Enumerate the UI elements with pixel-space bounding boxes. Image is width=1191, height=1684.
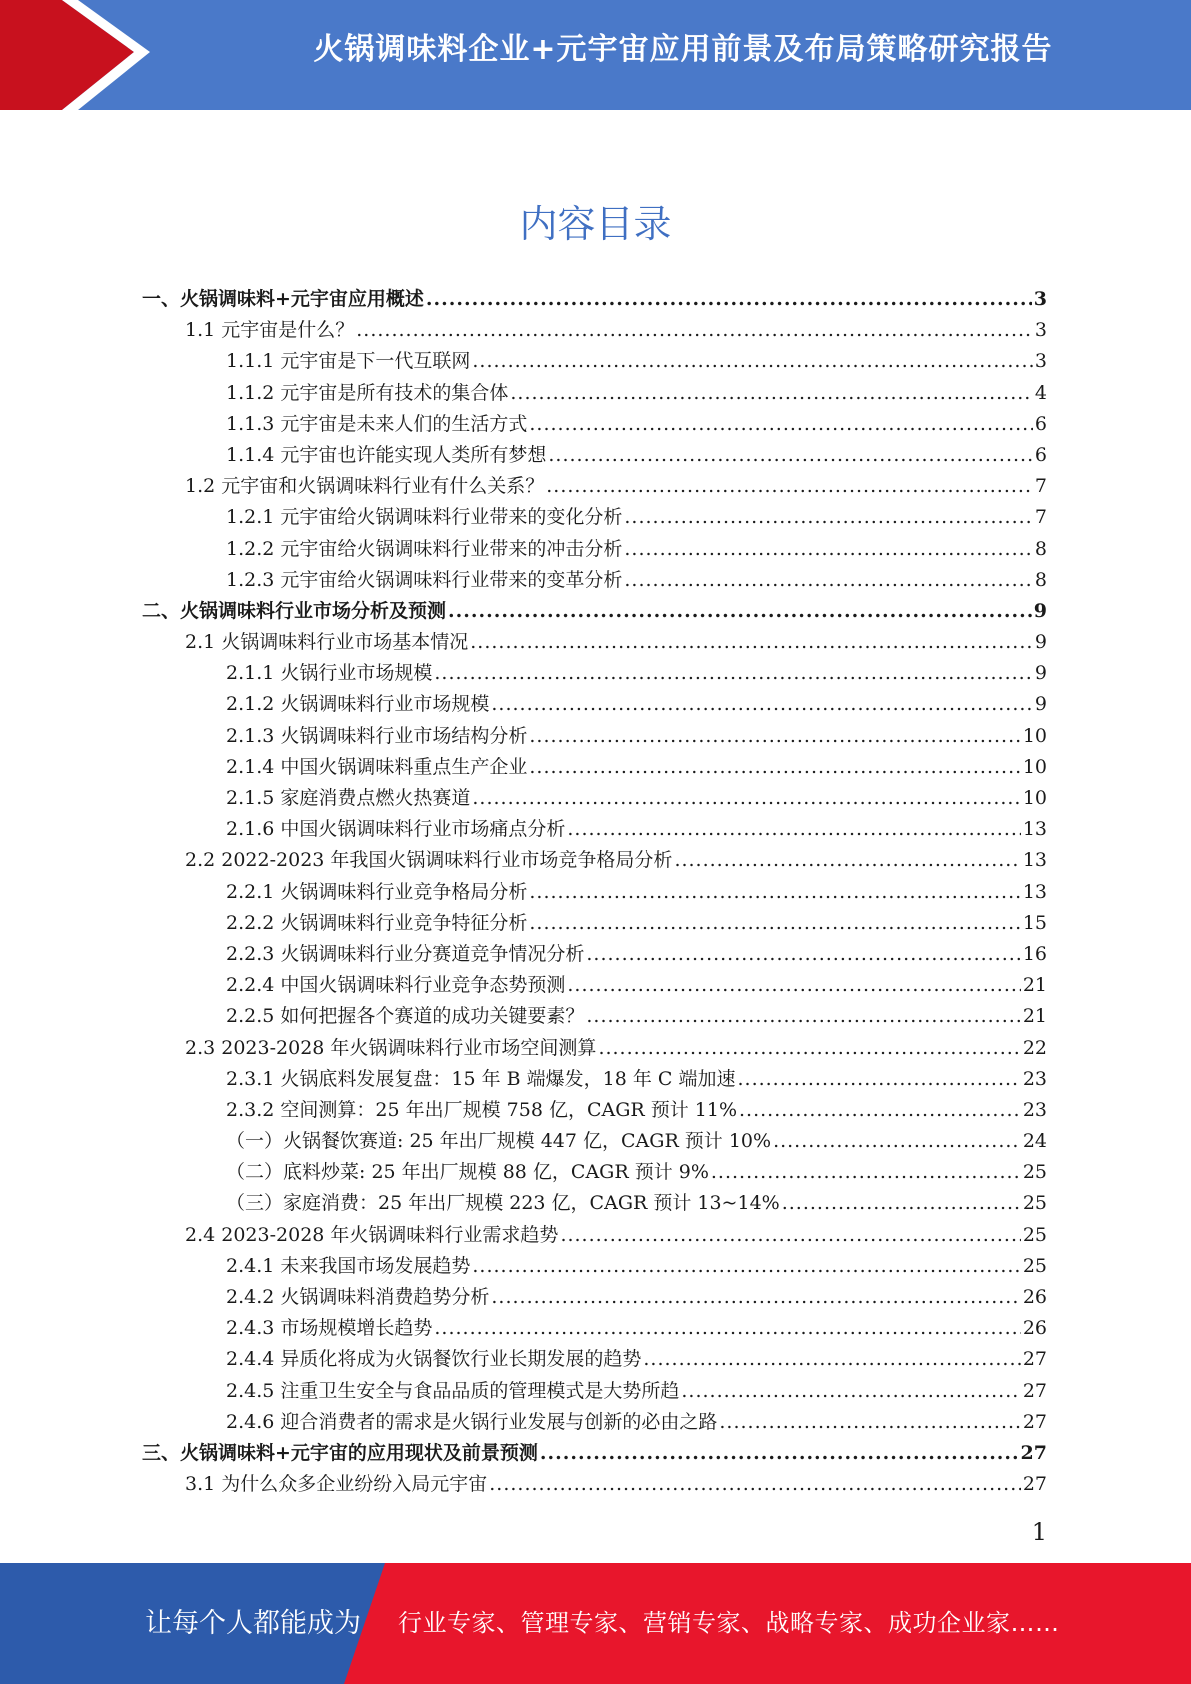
toc-entry[interactable] — [142, 1313, 1047, 1344]
toc-entry-page: 25 — [1022, 1192, 1047, 1215]
toc-entry-page: 27 — [1022, 1348, 1047, 1371]
toc-entry-page: 16 — [1022, 942, 1047, 965]
toc-leader-dots — [434, 662, 1033, 684]
toc-entry-page: 13 — [1022, 849, 1047, 872]
toc-entry-page: 10 — [1022, 787, 1047, 809]
toc-entry-title: 1.1.3 元宇宙是未来人们的生活方式 — [226, 412, 528, 435]
toc-entry-title: 1.1.2 元宇宙是所有技术的集合体 — [226, 381, 509, 404]
toc-entry-page: 9 — [1033, 599, 1047, 622]
toc-entry[interactable] — [142, 471, 1047, 502]
toc-leader-dots — [548, 444, 1033, 466]
toc-entry-page: 25 — [1022, 1223, 1047, 1246]
toc-entry[interactable] — [142, 845, 1047, 876]
toc-leader-dots — [472, 787, 1020, 809]
table-of-contents — [142, 284, 1047, 1500]
toc-entry[interactable] — [142, 783, 1047, 814]
toc-leader-dots — [356, 319, 1033, 341]
toc-entry-page: 3 — [1034, 350, 1047, 373]
toc-entry-title: 2.1.5 家庭消费点燃火热赛道 — [226, 787, 471, 809]
toc-leader-dots — [782, 1192, 1021, 1214]
toc-entry-page: 9 — [1034, 662, 1047, 685]
toc-leader-dots — [529, 725, 1020, 747]
toc-leader-dots — [567, 818, 1020, 840]
toc-entry-title: 2.4.1 未来我国市场发展趋势 — [226, 1254, 471, 1277]
toc-entry-page: 24 — [1022, 1130, 1047, 1153]
toc-entry[interactable] — [142, 1033, 1047, 1064]
toc-entry[interactable] — [142, 939, 1047, 970]
toc-leader-dots — [681, 1380, 1020, 1402]
toc-entry-page: 8 — [1034, 537, 1047, 560]
toc-entry[interactable] — [142, 627, 1047, 658]
toc-entry-title: 1.2.3 元宇宙给火锅调味料行业带来的变革分析 — [226, 568, 623, 591]
toc-entry-title: 2.1 火锅调味料行业市场基本情况 — [185, 631, 469, 654]
toc-leader-dots — [472, 350, 1033, 372]
toc-entry[interactable] — [142, 502, 1047, 533]
toc-leader-dots — [434, 1317, 1020, 1339]
toc-entry-title: 2.1.2 火锅调味料行业市场规模 — [226, 693, 490, 716]
toc-entry[interactable] — [142, 908, 1047, 939]
toc-entry[interactable] — [142, 1344, 1047, 1375]
toc-entry[interactable] — [142, 752, 1047, 783]
toc-entry-title: （二）底料炒菜: 25 年出厂规模 88 亿，CAGR 预计 9% — [226, 1161, 709, 1184]
toc-entry[interactable] — [142, 1251, 1047, 1282]
toc-leader-dots — [624, 569, 1033, 591]
toc-entry[interactable] — [142, 814, 1047, 845]
toc-leader-dots — [560, 1224, 1020, 1246]
toc-entry[interactable] — [142, 1157, 1047, 1188]
toc-heading: 内容目录 — [519, 202, 672, 246]
toc-leader-dots — [448, 600, 1032, 622]
toc-leader-dots — [546, 475, 1033, 497]
toc-entry-title: 2.2.4 中国火锅调味料行业竞争态势预测 — [226, 974, 566, 997]
toc-entry[interactable] — [142, 1188, 1047, 1219]
toc-entry[interactable] — [142, 1064, 1047, 1095]
toc-entry[interactable] — [142, 1376, 1047, 1407]
toc-entry-page: 23 — [1022, 1098, 1047, 1121]
toc-entry-title: 1.1.4 元宇宙也许能实现人类所有梦想 — [226, 443, 547, 466]
toc-entry[interactable] — [142, 970, 1047, 1001]
toc-entry-page: 26 — [1022, 1286, 1047, 1308]
chevron-arrow-icon — [0, 0, 160, 110]
toc-leader-dots — [472, 1255, 1020, 1277]
toc-entry-title: 2.1.6 中国火锅调味料行业市场痛点分析 — [226, 818, 566, 841]
toc-leader-dots — [711, 1161, 1021, 1183]
toc-leader-dots — [739, 1099, 1021, 1121]
header-banner — [0, 0, 1191, 110]
toc-entry[interactable] — [142, 1095, 1047, 1126]
toc-entry[interactable] — [142, 1126, 1047, 1157]
toc-entry-title: 3.1 为什么众多企业纷纷入局元宇宙 — [185, 1473, 488, 1496]
toc-entry-title: （三）家庭消费：25 年出厂规模 223 亿，CAGR 预计 13~14% — [226, 1192, 780, 1215]
toc-leader-dots — [598, 1037, 1020, 1059]
footer-slogan-left: 让每个人都能成为 — [145, 1608, 361, 1639]
toc-entry-title: 三、火锅调味料+元宇宙的应用现状及前景预测 — [142, 1441, 538, 1464]
toc-entry[interactable] — [142, 565, 1047, 596]
toc-entry-title: 2.4 2023-2028 年火锅调味料行业需求趋势 — [185, 1223, 559, 1246]
toc-entry-title: 2.1.3 火锅调味料行业市场结构分析 — [226, 724, 528, 747]
toc-leader-dots — [426, 288, 1032, 310]
toc-leader-dots — [586, 1005, 1020, 1027]
toc-entry[interactable] — [142, 1407, 1047, 1438]
toc-entry-title: 2.3.2 空间测算：25 年出厂规模 758 亿，CAGR 预计 11% — [226, 1098, 737, 1121]
toc-entry-title: 1.2 元宇宙和火锅调味料行业有什么关系？ — [185, 475, 545, 498]
toc-entry-page: 27 — [1022, 1410, 1047, 1433]
toc-entry-page: 27 — [1022, 1473, 1047, 1496]
toc-entry-page: 10 — [1022, 724, 1047, 747]
toc-entry[interactable] — [142, 284, 1047, 315]
toc-leader-dots — [529, 756, 1020, 778]
toc-entry-page: 7 — [1034, 475, 1047, 498]
toc-entry-title: 1.1.1 元宇宙是下一代互联网 — [226, 350, 471, 373]
toc-entry[interactable] — [142, 315, 1047, 346]
toc-leader-dots — [529, 413, 1033, 435]
toc-entry-page: 27 — [1020, 1441, 1047, 1464]
toc-entry-title: 2.4.6 迎合消费者的需求是火锅行业发展与创新的必由之路 — [226, 1410, 718, 1433]
toc-entry[interactable] — [142, 346, 1047, 377]
toc-entry-title: 1.2.1 元宇宙给火锅调味料行业带来的变化分析 — [226, 506, 623, 529]
toc-entry-title: （一）火锅餐饮赛道: 25 年出厂规模 447 亿，CAGR 预计 10% — [226, 1130, 772, 1153]
toc-entry-page: 27 — [1022, 1379, 1047, 1402]
toc-entry[interactable] — [142, 1469, 1047, 1500]
toc-entry-title: 2.2 2022-2023 年我国火锅调味料行业市场竞争格局分析 — [185, 849, 673, 872]
toc-entry-page: 13 — [1022, 818, 1047, 841]
toc-entry-title: 1.2.2 元宇宙给火锅调味料行业带来的冲击分析 — [226, 537, 623, 560]
toc-leader-dots — [491, 693, 1033, 715]
toc-entry-title: 2.3 2023-2028 年火锅调味料行业市场空间测算 — [185, 1036, 597, 1059]
toc-entry-page: 3 — [1033, 288, 1047, 310]
toc-leader-dots — [540, 1442, 1019, 1464]
toc-entry[interactable] — [142, 877, 1047, 908]
toc-entry[interactable] — [142, 1220, 1047, 1251]
toc-entry-title: 一、火锅调味料+元宇宙应用概述 — [142, 288, 424, 310]
toc-entry-title: 2.4.2 火锅调味料消费趋势分析 — [226, 1286, 490, 1308]
toc-entry[interactable] — [142, 378, 1047, 409]
toc-entry-title: 2.1.1 火锅行业市场规模 — [226, 662, 433, 685]
toc-entry-page: 6 — [1034, 443, 1047, 466]
toc-leader-dots — [567, 974, 1020, 996]
toc-entry-page: 26 — [1022, 1317, 1047, 1340]
toc-entry-title: 2.4.5 注重卫生安全与食品品质的管理模式是大势所趋 — [226, 1379, 680, 1402]
toc-leader-dots — [719, 1411, 1020, 1433]
toc-leader-dots — [737, 1068, 1020, 1090]
toc-entry-title: 2.2.2 火锅调味料行业竞争特征分析 — [226, 911, 528, 934]
toc-entry[interactable] — [142, 1282, 1047, 1313]
toc-entry-title: 2.2.5 如何把握各个赛道的成功关键要素？ — [226, 1005, 585, 1028]
toc-entry-title: 2.3.1 火锅底料发展复盘：15 年 B 端爆发，18 年 C 端加速 — [226, 1067, 736, 1090]
toc-entry-page: 25 — [1022, 1254, 1047, 1277]
toc-entry[interactable] — [142, 1001, 1047, 1032]
toc-entry-page: 13 — [1022, 880, 1047, 903]
toc-leader-dots — [674, 849, 1020, 871]
report-title: 火锅调味料企业+元宇宙应用前景及布局策略研究报告 — [313, 32, 1053, 67]
toc-entry-title: 2.1.4 中国火锅调味料重点生产企业 — [226, 755, 528, 778]
toc-entry-title: 2.2.3 火锅调味料行业分赛道竞争情况分析 — [226, 942, 585, 965]
toc-leader-dots — [643, 1348, 1020, 1370]
toc-leader-dots — [491, 1286, 1020, 1308]
toc-leader-dots — [773, 1130, 1021, 1152]
toc-entry-page: 10 — [1022, 755, 1047, 778]
toc-entry-page: 25 — [1022, 1161, 1047, 1184]
toc-leader-dots — [624, 538, 1033, 560]
toc-leader-dots — [529, 912, 1020, 934]
toc-leader-dots — [510, 382, 1033, 404]
toc-leader-dots — [529, 881, 1020, 903]
toc-entry[interactable] — [142, 409, 1047, 440]
toc-entry[interactable] — [142, 596, 1047, 627]
footer-banner — [0, 1563, 1191, 1684]
footer-slogan-right: 行业专家、管理专家、营销专家、战略专家、成功企业家…… — [398, 1609, 1060, 1637]
toc-entry-title: 1.1 元宇宙是什么？ — [185, 319, 355, 342]
toc-entry[interactable] — [142, 658, 1047, 689]
toc-entry[interactable] — [142, 689, 1047, 720]
toc-entry[interactable] — [142, 440, 1047, 471]
toc-leader-dots — [624, 506, 1033, 528]
toc-entry-title: 二、火锅调味料行业市场分析及预测 — [142, 599, 447, 622]
toc-entry-page: 7 — [1034, 506, 1047, 529]
toc-entry-page: 9 — [1034, 693, 1047, 716]
page-number: 1 — [1031, 1518, 1047, 1546]
toc-entry[interactable] — [142, 534, 1047, 565]
toc-leader-dots — [470, 631, 1033, 653]
toc-entry[interactable] — [142, 721, 1047, 752]
toc-entry-title: 2.4.4 异质化将成为火锅餐饮行业长期发展的趋势 — [226, 1348, 642, 1371]
toc-entry-page: 8 — [1034, 568, 1047, 591]
toc-entry-page: 22 — [1022, 1036, 1047, 1059]
toc-leader-dots — [586, 943, 1020, 965]
toc-entry-title: 2.4.3 市场规模增长趋势 — [226, 1317, 433, 1340]
toc-entry-page: 21 — [1022, 974, 1047, 997]
toc-entry-page: 23 — [1022, 1067, 1047, 1090]
toc-entry-page: 4 — [1034, 381, 1047, 404]
toc-entry[interactable] — [142, 1438, 1047, 1469]
toc-entry-page: 6 — [1034, 412, 1047, 435]
toc-entry-page: 21 — [1022, 1005, 1047, 1028]
toc-entry-page: 15 — [1022, 911, 1047, 934]
toc-entry-page: 3 — [1034, 319, 1047, 342]
toc-entry-title: 2.2.1 火锅调味料行业竞争格局分析 — [226, 880, 528, 903]
toc-entry-page: 9 — [1034, 631, 1047, 654]
toc-leader-dots — [489, 1473, 1021, 1495]
